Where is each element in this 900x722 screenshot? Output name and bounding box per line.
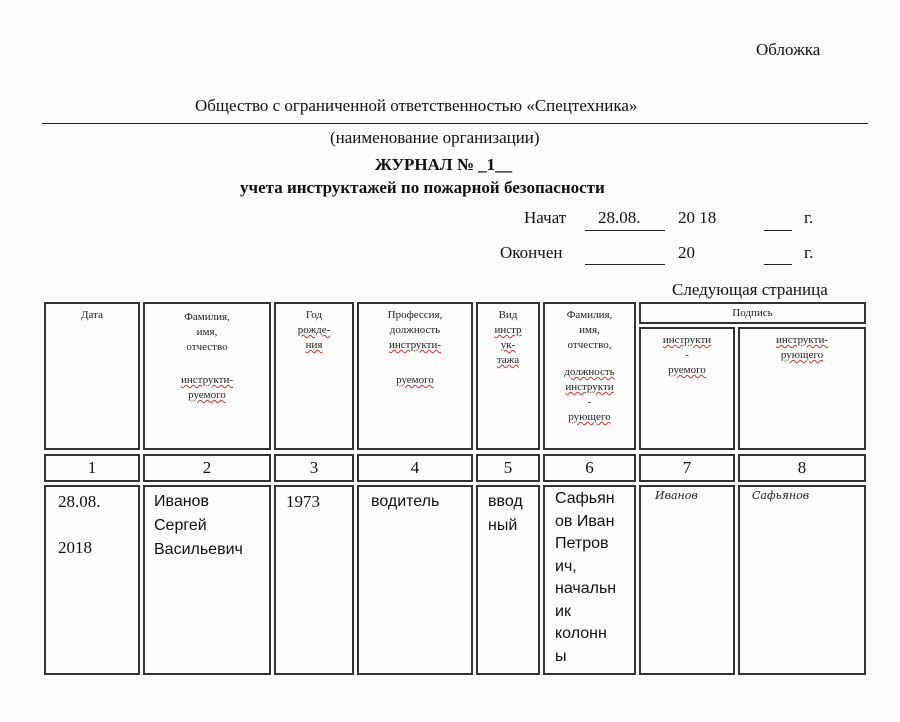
header-name-line: инструкти- (180, 374, 233, 386)
cell-birth-year (274, 485, 354, 675)
header-profession-line: должность (389, 324, 441, 336)
cell-name (143, 485, 271, 675)
column-number: 7 (639, 454, 735, 482)
header-instructor-line: рующего (568, 411, 611, 423)
header-instructor-line: имя, (579, 324, 600, 336)
started-year-suffix: г. (804, 208, 814, 227)
header-sig-instructed (639, 327, 735, 450)
cell-instructor-line: ов Иван (555, 512, 615, 530)
header-instructor-line: должность (564, 366, 615, 378)
header-sig-instructed-line: руемого (668, 364, 706, 376)
cell-date (44, 485, 140, 675)
header-sig-instructed-line: - (685, 349, 689, 361)
cell-date-line: 2018 (58, 538, 92, 557)
organization-underline (42, 123, 868, 124)
header-sig-instructor-line: инструкти- (775, 334, 828, 346)
column-number: 2 (143, 454, 271, 482)
header-date-text: Дата (81, 309, 103, 321)
cell-instructor-line: ич, (555, 557, 577, 575)
column-number: 1 (44, 454, 140, 482)
header-name-line: руемого (188, 389, 226, 401)
cell-sig-instructor (738, 485, 866, 675)
journal-subtitle: учета инструктажей по пожарной безопасности (240, 178, 605, 197)
header-signature (639, 302, 866, 324)
organization-hint: (наименование организации) (330, 128, 540, 147)
cell-instruction-type (476, 485, 540, 675)
cell-type-line: ный (488, 517, 518, 534)
started-year-line (764, 230, 792, 231)
cover-label: Обложка (756, 40, 821, 59)
cell-instructor (543, 485, 636, 675)
started-label: Начат (524, 208, 567, 227)
finished-year-line (764, 264, 792, 265)
started-date: 28.08. (598, 208, 641, 227)
header-type-line: Вид (498, 309, 518, 321)
organization-name: Общество с ограниченной ответственностью «Спецтехника» (195, 96, 638, 115)
started-date-line (585, 230, 665, 231)
header-type-line: инстр (494, 324, 522, 336)
finished-label: Окончен (500, 243, 563, 262)
cell-sig-instructed (639, 485, 735, 675)
header-instruction-type (476, 302, 540, 450)
column-number: 3 (274, 454, 354, 482)
column-number: 4 (357, 454, 473, 482)
header-birth-line: рожде- (297, 324, 331, 336)
cell-instructor-line: колонн (555, 625, 607, 642)
column-number: 6 (543, 454, 636, 482)
column-number: 8 (738, 454, 866, 482)
signature-instructor: Сафьянов (752, 489, 810, 502)
cell-name-line: Сергей (154, 517, 207, 534)
cell-birth-year-text: 1973 (286, 492, 320, 511)
header-type-line: тажа (496, 354, 520, 366)
finished-year: 20 (678, 243, 695, 262)
header-signature-text: Подпись (732, 307, 773, 319)
column-number: 5 (476, 454, 540, 482)
header-instructed-name (143, 302, 271, 450)
cell-type-line: ввод (488, 493, 523, 510)
header-profession-line: инструкти- (388, 339, 441, 351)
header-sig-instructed-line: инструкти (662, 334, 712, 346)
header-birth-line: ния (305, 339, 323, 351)
header-name-line: имя, (196, 326, 218, 338)
journal-title: ЖУРНАЛ № _1__ (375, 155, 513, 174)
cell-instructor-line: ы (555, 647, 567, 665)
header-instructor-name (543, 302, 636, 450)
next-page-label: Следующая страница (672, 280, 828, 299)
header-instructor-line: отчество, (567, 339, 612, 351)
cell-instructor-line: Сафьян (555, 490, 615, 507)
cell-name-line: Васильевич (154, 541, 243, 558)
cell-profession (357, 485, 473, 675)
cell-instructor-line: ик (555, 602, 571, 620)
header-birth-line: Год (305, 309, 323, 321)
started-year: 20 18 (678, 208, 717, 227)
header-name-line: Фамилия, (184, 311, 230, 323)
header-profession-line: руемого (396, 374, 434, 386)
cell-instructor-line: Петров (555, 535, 609, 552)
header-profession-line: Профессия, (387, 309, 443, 321)
finished-date-line (585, 264, 665, 265)
cell-date-line: 28.08. (58, 492, 101, 511)
signature-instructed: Иванов (655, 489, 698, 502)
header-instructor-line: Фамилия, (566, 309, 613, 321)
cell-name-line: Иванов (154, 493, 209, 510)
header-instructor-line: - (587, 396, 592, 408)
cell-instructor-line: начальн (555, 580, 617, 597)
header-type-line: ук- (500, 339, 516, 351)
header-sig-instructor (738, 327, 866, 450)
header-sig-instructor-line: рующего (780, 349, 824, 361)
header-instructor-line: инструкти (565, 381, 614, 393)
cell-profession-text: водитель (371, 493, 440, 510)
header-birth-year (274, 302, 354, 450)
finished-year-suffix: г. (804, 243, 814, 262)
header-date (44, 302, 140, 450)
header-name-line: отчество (186, 341, 228, 353)
header-profession (357, 302, 473, 450)
